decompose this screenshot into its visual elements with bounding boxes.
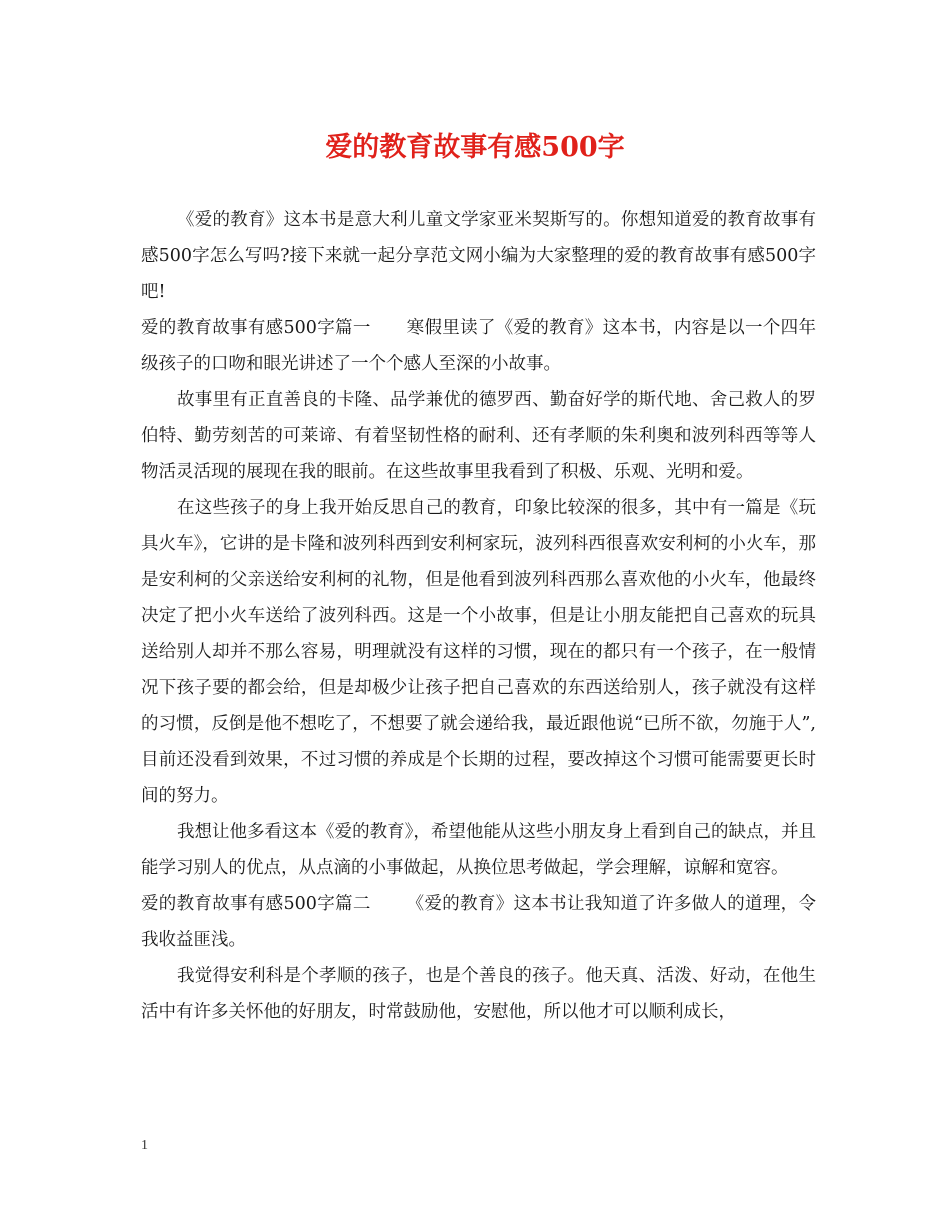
intro-paragraph: 《爱的教育》这本书是意大利儿童文学家亚米契斯写的。你想知道爱的教育故事有感500字怎么写吗?接下来就一起分享范文网小编为大家整理的爱的教育故事有感500字吧! [141,210,816,302]
section-2-lead: 《爱的教育》这本书让我知道了许多做人的道理，令我收益匪浅。 [141,894,816,950]
document-body [141,202,816,1030]
section-1-heading: 爱的教育故事有感500字篇一 [141,318,371,338]
section-1-paragraph: 我想让他多看这本《爱的教育》，希望他能从这些小朋友身上看到自己的缺点，并且能学习别人的优点，从点滴的小事做起，从换位思考做起，学会理解，谅解和宽容。 [141,822,816,878]
page-number: 1 [141,1138,148,1153]
section-1-lead: 寒假里读了《爱的教育》这本书，内容是以一个四年级孩子的口吻和眼光讲述了一个个感人至深的小故事。 [141,318,816,374]
section-2-paragraph: 我觉得安利科是个孝顺的孩子，也是个善良的孩子。他天真、活泼、好动，在他生活中有许多关怀他的好朋友，时常鼓励他，安慰他，所以他才可以顺利成长， [141,966,816,1022]
section-1-opening [141,310,816,382]
section-1-paragraph: 故事里有正直善良的卡隆、品学兼优的德罗西、勤奋好学的斯代地、舍己救人的罗伯特、勤劳刻苦的可莱谛、有着坚韧性格的耐利、还有孝顺的朱利奥和波列科西等等人物活灵活现的展现在我的眼前。在这些故事里我看到了积极、乐观、光明和爱。 [141,390,816,482]
document-title: 爱的教育故事有感500字 [325,132,625,163]
section-2-opening [141,886,816,958]
section-1-paragraph: 在这些孩子的身上我开始反思自己的教育，印象比较深的很多，其中有一篇是《玩具火车》，它讲的是卡隆和波列科西到安利柯家玩，波列科西很喜欢安利柯的小火车，那是安利柯的父亲送给安利柯的礼物，但是他看到波列科西那么喜欢他的小火车，他最终决定了把小火车送给了波列科西。这是一个小故事，但是让小朋友能把自己喜欢的玩具送给别人却并不那么容易，明理就没有这样的习惯，现在的都只有一个孩子，在一般情况下孩子要的都会给，但是却极少让孩子把自己喜欢的东西送给别人，孩子就没有这样的习惯，反倒是他不想吃了，不想要了就会递给我，最近跟他说“已所不欲，勿施于人”,目前还没看到效果，不过习惯的养成是个长期的过程，要改掉这个习惯可能需要更长时间的努力。 [141,498,816,806]
section-2-heading: 爱的教育故事有感500字篇二 [141,894,371,914]
